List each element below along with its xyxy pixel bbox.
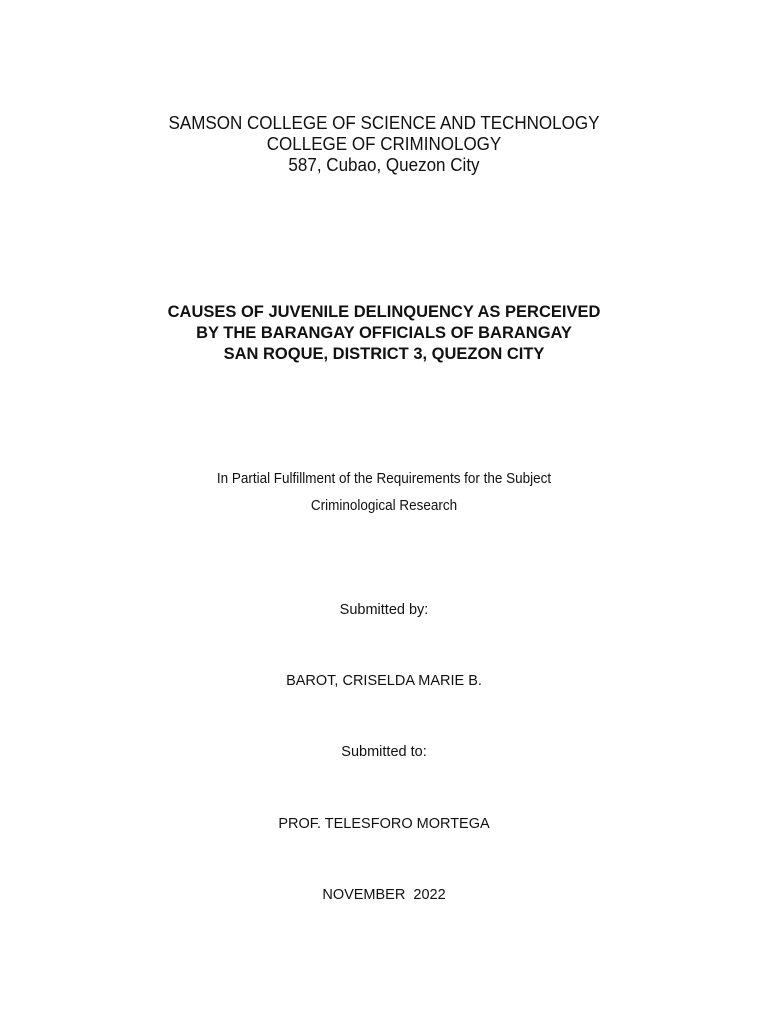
submitted-to-label [0, 743, 768, 761]
adviser-name [0, 815, 768, 833]
submitted-by-label [0, 601, 768, 619]
title-line-3: SAN ROQUE, DISTRICT 3, QUEZON CITY [223, 345, 545, 363]
submission-date [0, 886, 768, 904]
submitted-by-text: Submitted by: [339, 602, 429, 618]
author-name [0, 672, 768, 690]
submission-date-text: NOVEMBER 2022 [322, 887, 446, 903]
research-title [0, 302, 768, 365]
school-address: 587, Cubao, Quezon City [288, 154, 480, 175]
fulfillment-line-1: In Partial Fulfillment of the Requirements for the Subject [216, 471, 552, 487]
institution-header [31, 112, 738, 175]
fulfillment-statement [27, 466, 741, 520]
author-name-text: BAROT, CRISELDA MARIE B. [286, 673, 482, 689]
adviser-name-text: PROF. TELESFORO MORTEGA [278, 816, 490, 832]
submitted-to-text: Submitted to: [341, 744, 427, 760]
title-line-1: CAUSES OF JUVENILE DELINQUENCY AS PERCEIVED [167, 303, 601, 321]
school-name: SAMSON COLLEGE OF SCIENCE AND TECHNOLOGY [168, 112, 600, 133]
subject-name: Criminological Research [310, 498, 458, 514]
college-name: COLLEGE OF CRIMINOLOGY [266, 133, 502, 154]
title-line-2: BY THE BARANGAY OFFICIALS OF BARANGAY [196, 324, 572, 342]
